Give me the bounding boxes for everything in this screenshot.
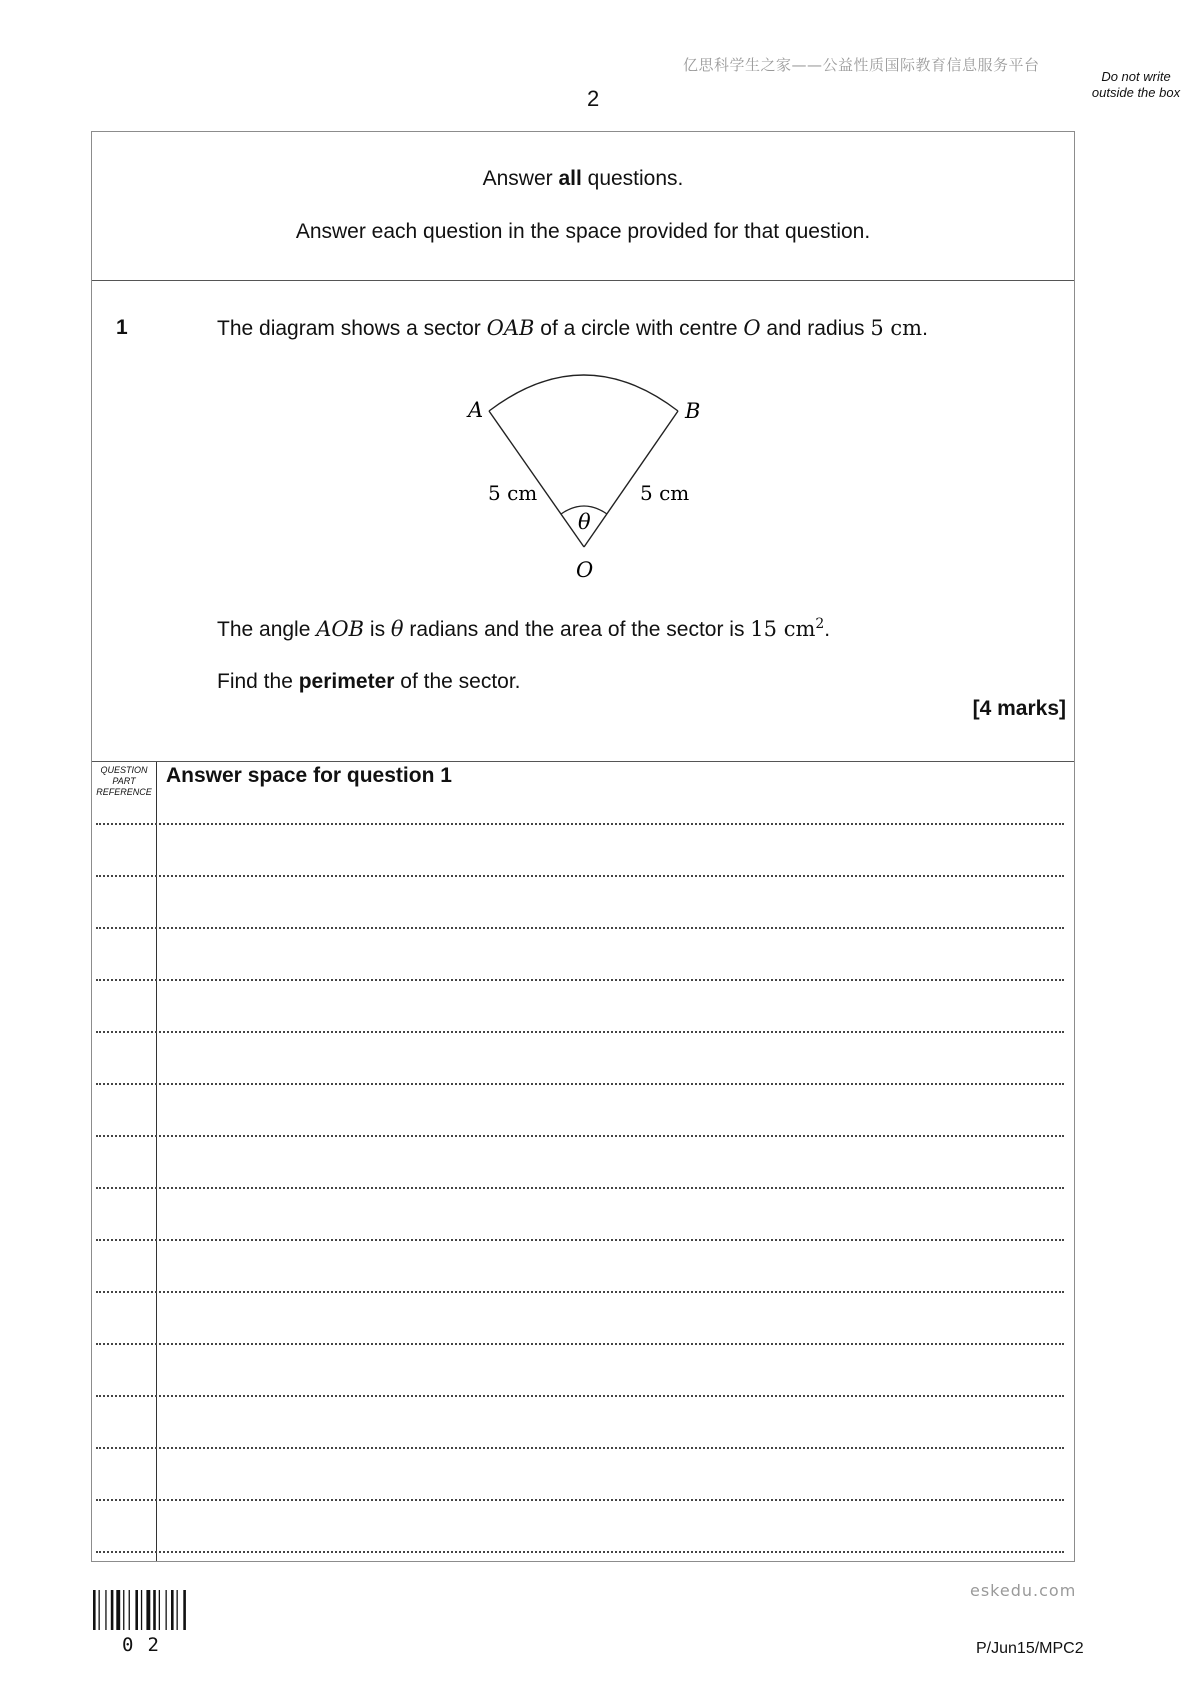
barcode-bar — [105, 1590, 106, 1630]
answer-line[interactable] — [96, 1343, 1064, 1345]
barcode-bar — [171, 1590, 174, 1630]
barcode-bar — [135, 1590, 138, 1630]
question-task: Find the perimeter of the sector. — [217, 670, 521, 693]
instruction-line-1: Answer all questions. — [482, 167, 684, 190]
question-intro: The diagram shows a sector OAB of a circle with centre O and radius 5 cm. — [217, 316, 928, 340]
page-number: 2 — [587, 86, 600, 111]
answer-line[interactable] — [96, 1187, 1064, 1189]
answer-line[interactable] — [96, 1083, 1064, 1085]
label-a: A — [468, 398, 484, 422]
instruction-line-2: Answer each question in the space provided for that question. — [295, 220, 871, 243]
answer-line[interactable] — [96, 979, 1064, 981]
paper-code: P/Jun15/MPC2 — [976, 1640, 1084, 1657]
sector-diagram — [422, 367, 701, 592]
barcode-bar — [93, 1590, 96, 1630]
watermark-text: 亿思科学生之家——公益性质国际教育信息服务平台 — [683, 56, 1040, 74]
margin-note: Do not write outside the box — [1091, 69, 1181, 100]
answer-line[interactable] — [96, 1031, 1064, 1033]
answer-line[interactable] — [96, 1239, 1064, 1241]
side-label-left: 5 cm — [488, 481, 538, 505]
question-frame — [91, 131, 1075, 1562]
barcode-bar — [99, 1590, 100, 1630]
barcode-bar — [159, 1590, 160, 1630]
answer-line[interactable] — [96, 823, 1064, 825]
marks-label: [4 marks] — [972, 697, 1066, 720]
radius-oa — [489, 411, 584, 547]
barcode-bar — [183, 1590, 186, 1630]
barcode-bar — [116, 1590, 120, 1630]
answer-line[interactable] — [96, 875, 1064, 877]
barcode-bar — [141, 1590, 142, 1630]
radius-ob — [584, 411, 678, 547]
barcode — [93, 1590, 199, 1630]
question-angle-text: The angle AOB is θ radians and the area of the sector is 15 $cm^2$. — [217, 616, 831, 641]
answer-line[interactable] — [96, 1551, 1064, 1553]
question-part-reference-column — [92, 762, 157, 1561]
divider — [92, 761, 1074, 762]
barcode-bar — [129, 1590, 130, 1630]
question-number: 1 — [116, 316, 128, 339]
sector-arc — [489, 375, 678, 411]
answer-line[interactable] — [96, 1499, 1064, 1501]
answer-line[interactable] — [96, 927, 1064, 929]
barcode-digits: 02 — [122, 1634, 173, 1656]
question-part-reference-label: QUESTION PART REFERENCE — [96, 765, 152, 797]
barcode-bar — [146, 1590, 150, 1630]
answer-space-title: Answer space for question 1 — [166, 764, 452, 787]
divider — [92, 280, 1074, 281]
label-theta: θ — [578, 510, 591, 534]
label-b: B — [685, 399, 701, 423]
answer-line[interactable] — [96, 1447, 1064, 1449]
answer-line[interactable] — [96, 1135, 1064, 1137]
answer-line[interactable] — [96, 1291, 1064, 1293]
barcode-bar — [123, 1590, 124, 1630]
barcode-bar — [166, 1590, 167, 1630]
barcode-bar — [111, 1590, 114, 1630]
side-label-right: 5 cm — [640, 481, 690, 505]
barcode-bar — [153, 1590, 156, 1630]
site-watermark: eskedu.com — [970, 1581, 1077, 1600]
answer-line[interactable] — [96, 1395, 1064, 1397]
barcode-bar — [177, 1590, 178, 1630]
label-o: O — [576, 558, 594, 582]
